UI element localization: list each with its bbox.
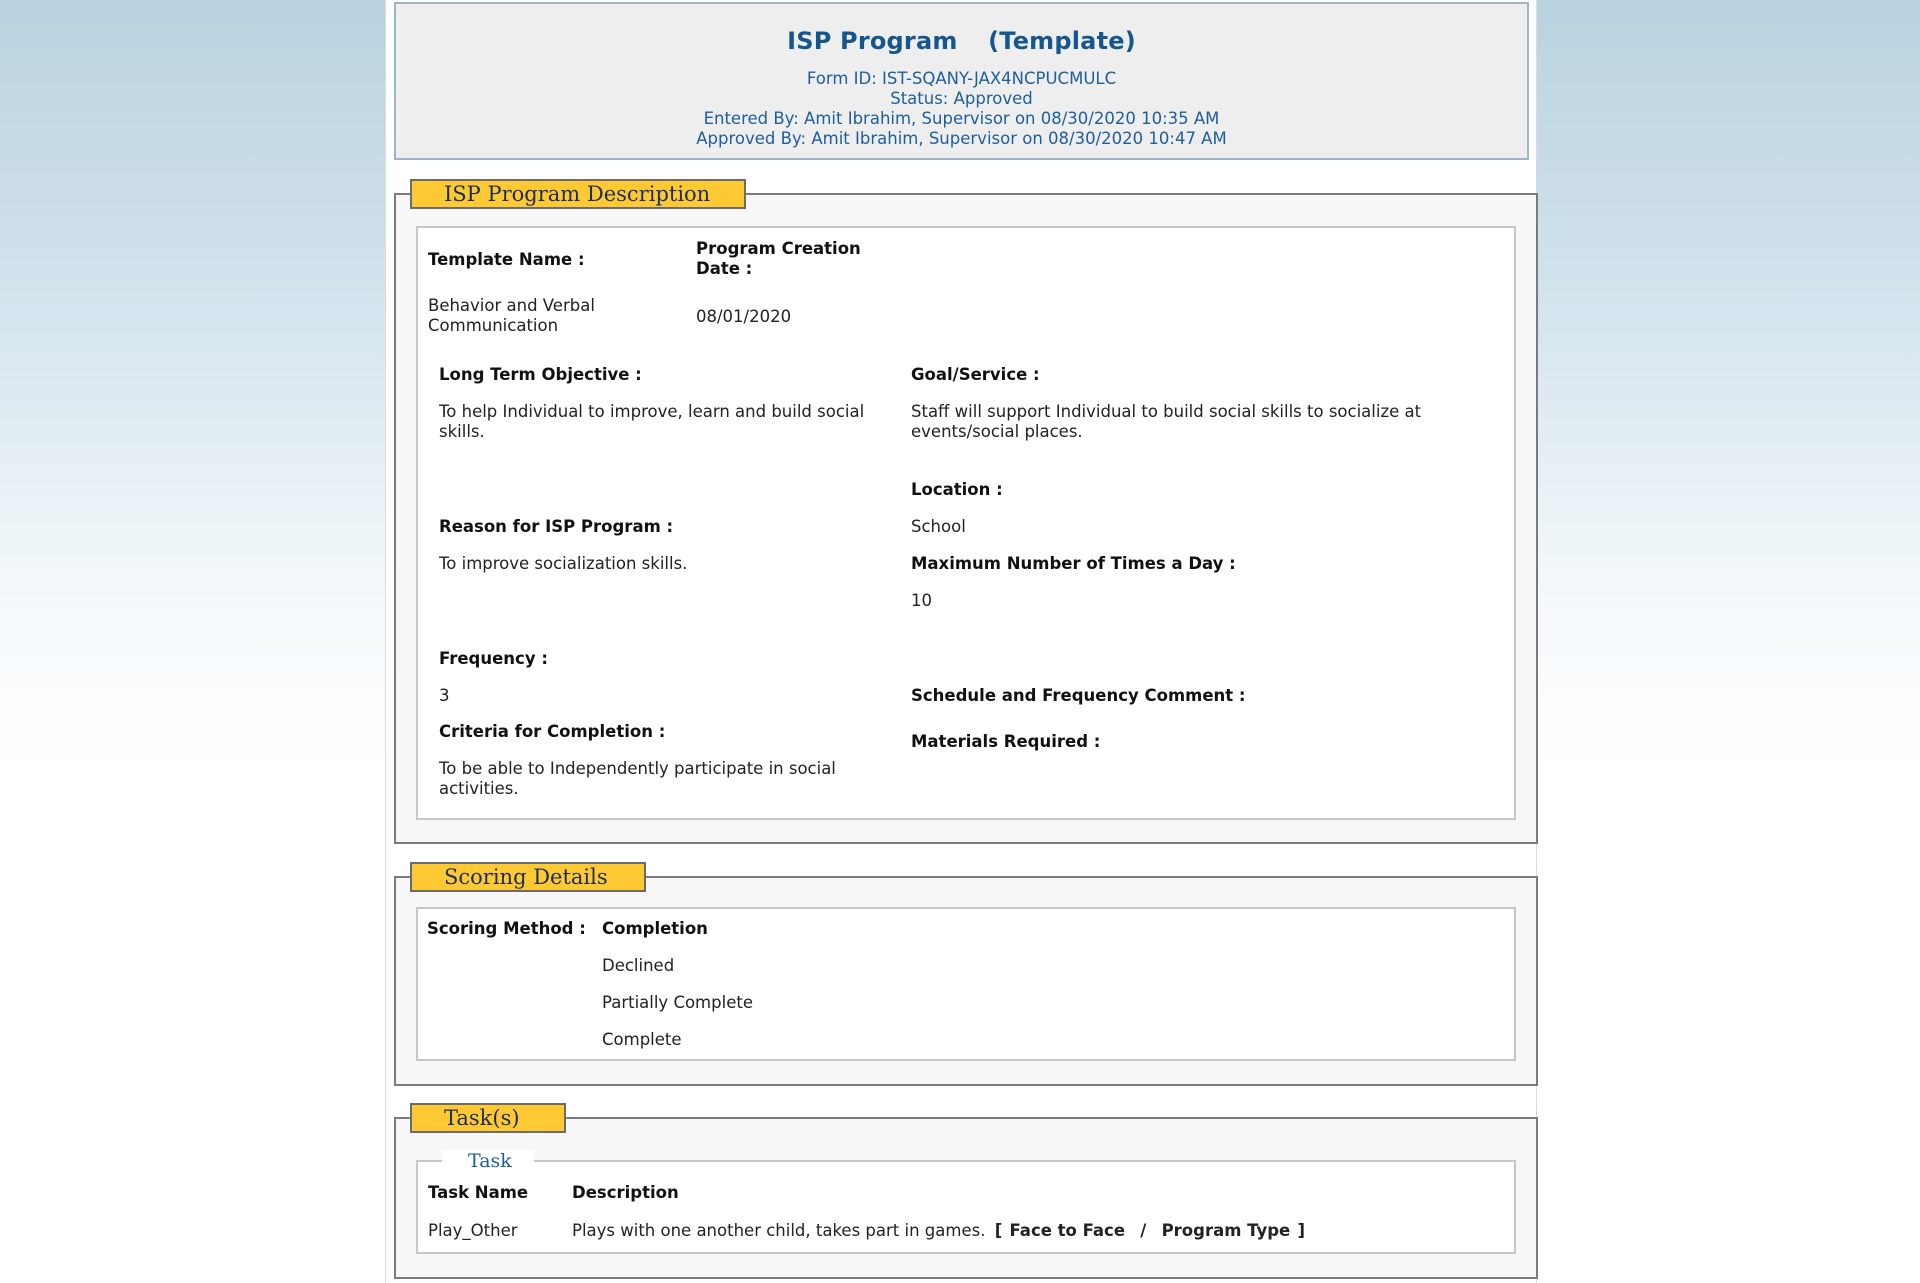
- form-header: [394, 2, 1529, 160]
- task-description-header: Description: [572, 1183, 679, 1202]
- scoring-option: Declined: [602, 956, 675, 975]
- schedule-comment-label: Schedule and Frequency Comment :: [911, 686, 1246, 705]
- section-legend-scoring: Scoring Details: [410, 862, 646, 892]
- long-term-objective-label: Long Term Objective :: [439, 365, 642, 384]
- page-title: [396, 27, 1527, 55]
- criteria-value-line1: To be able to Independently participate in social: [439, 759, 836, 778]
- description-panel: [416, 226, 1516, 820]
- location-value: School: [911, 517, 966, 536]
- creation-date-value: 08/01/2020: [696, 307, 792, 326]
- frequency-value: 3: [439, 686, 450, 705]
- scoring-method-value: Completion: [602, 919, 708, 938]
- program-title: ISP Program: [787, 27, 958, 55]
- creation-date-label-line1: Program Creation: [696, 239, 861, 258]
- frequency-label: Frequency :: [439, 649, 548, 668]
- location-label: Location :: [911, 480, 1003, 499]
- template-name-label: Template Name :: [428, 250, 585, 269]
- section-legend-description: ISP Program Description: [410, 179, 746, 209]
- max-times-value: 10: [911, 591, 932, 610]
- criteria-label: Criteria for Completion :: [439, 722, 666, 741]
- task-description-cell: [572, 1221, 1305, 1241]
- entered-by: Entered By: Amit Ibrahim, Supervisor on 08/30/2020 10:35 AM: [703, 109, 1220, 128]
- scoring-option: Complete: [602, 1030, 682, 1049]
- task-group-legend: Task: [442, 1150, 534, 1172]
- creation-date-label-line2: Date :: [696, 259, 753, 278]
- template-name-value-line1: Behavior and Verbal: [428, 296, 595, 315]
- goal-service-label: Goal/Service :: [911, 365, 1040, 384]
- goal-service-value-line1: Staff will support Individual to build social skills to socialize at: [911, 402, 1422, 421]
- criteria-value-line2: activities.: [439, 779, 519, 798]
- scoring-details-section: [394, 865, 1538, 1086]
- task-tag-separator: /: [1140, 1221, 1147, 1240]
- task-tag-face-to-face: Face to Face: [1009, 1221, 1126, 1240]
- task-tag-program-type: Program Type: [1161, 1221, 1291, 1240]
- approved-by: Approved By: Amit Ibrahim, Supervisor on 08/30/2020 10:47 AM: [696, 129, 1227, 148]
- form-status: Status: Approved: [890, 89, 1033, 108]
- task-tag-close: ]: [1297, 1221, 1306, 1240]
- tasks-section: [394, 1106, 1538, 1279]
- task-tag-open: [: [994, 1221, 1003, 1240]
- materials-label: Materials Required :: [911, 732, 1101, 751]
- long-term-objective-value-line1: To help Individual to improve, learn and build social: [439, 402, 865, 421]
- task-description-text: Plays with one another child, takes part in games.: [572, 1221, 986, 1240]
- template-name-value-line2: Communication: [428, 316, 559, 335]
- tasks-panel: [416, 1150, 1516, 1254]
- form-id: Form ID: IST-SQANY-JAX4NCPUCMULC: [806, 69, 1117, 88]
- scoring-option: Partially Complete: [602, 993, 753, 1012]
- max-times-label: Maximum Number of Times a Day :: [911, 554, 1236, 573]
- scoring-method-label: Scoring Method :: [427, 919, 586, 938]
- long-term-objective-value-line2: skills.: [439, 422, 485, 441]
- reason-value: To improve socialization skills.: [439, 554, 688, 573]
- task-name-header: Task Name: [428, 1183, 529, 1202]
- task-name-cell: Play_Other: [428, 1221, 518, 1240]
- goal-service-value-line2: events/social places.: [911, 422, 1083, 441]
- program-description-section: [394, 182, 1538, 844]
- section-legend-tasks: Task(s): [410, 1103, 566, 1133]
- reason-label: Reason for ISP Program :: [439, 517, 674, 536]
- scoring-panel: [416, 907, 1516, 1061]
- template-suffix: (Template): [988, 27, 1136, 55]
- form-page: [385, 0, 1537, 1283]
